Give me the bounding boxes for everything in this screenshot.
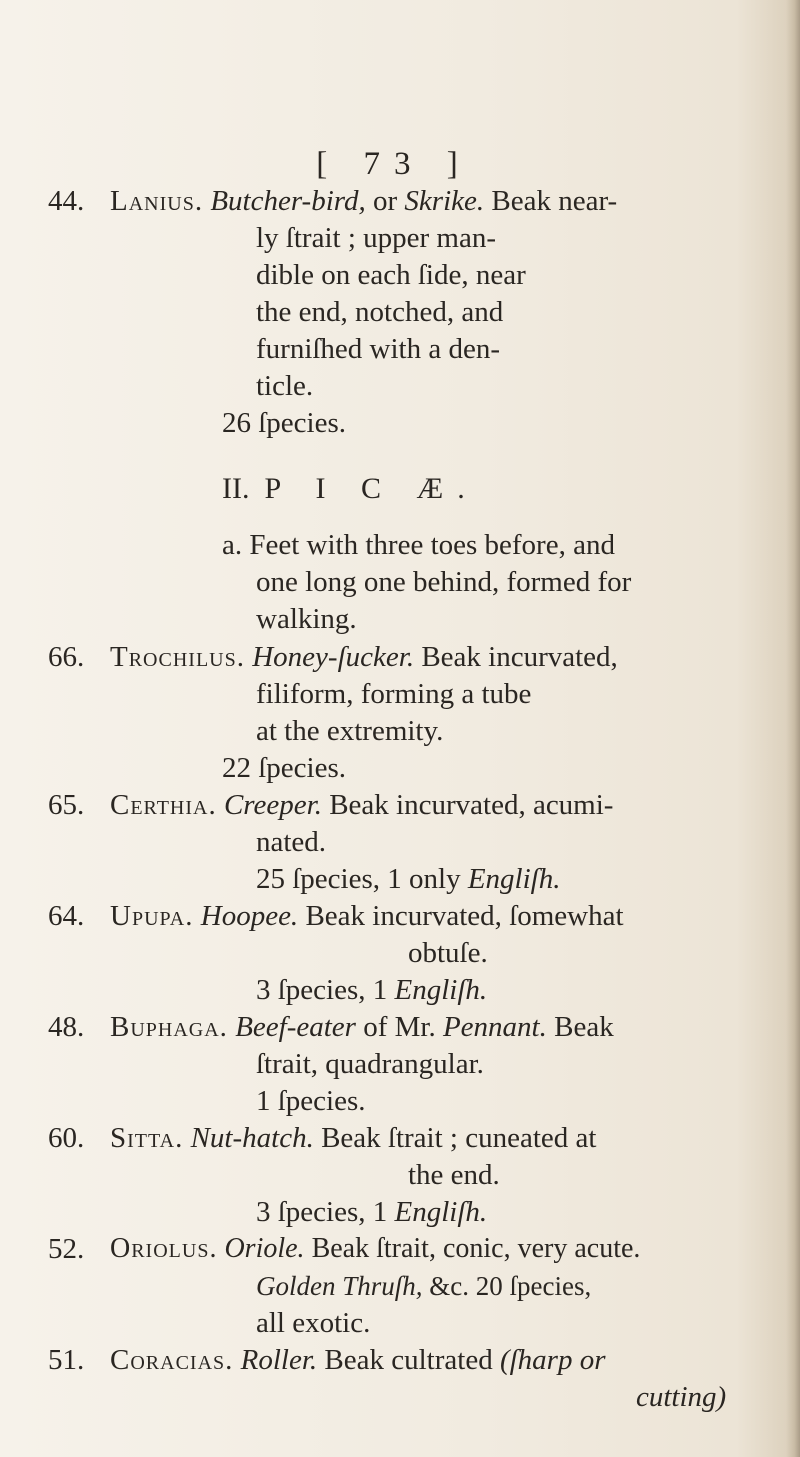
genus-name: Trochilus. bbox=[110, 641, 245, 673]
entry-heading bbox=[110, 1010, 614, 1044]
common-name: Creeper. bbox=[223, 789, 322, 821]
species-text: &c. 20 ſpecies, bbox=[429, 1271, 592, 1301]
example-name: Golden Thruſh, bbox=[256, 1271, 423, 1301]
entry-number: 48. bbox=[48, 1011, 85, 1043]
entry-number: 60. bbox=[48, 1122, 85, 1154]
subsection-line: walking. bbox=[256, 603, 357, 635]
species-text: 3 ſpecies, 1 bbox=[256, 1196, 388, 1228]
description-line: the end. bbox=[408, 1159, 500, 1191]
description-paren: (ſharp or bbox=[499, 1344, 606, 1376]
section-heading bbox=[222, 472, 479, 506]
subsection-line: one long one behind, formed for bbox=[256, 566, 632, 598]
species-english: Engliſh. bbox=[467, 863, 561, 895]
entry-heading bbox=[110, 899, 624, 933]
description-line: nated. bbox=[256, 826, 327, 858]
description-line: ſtrait, quadrangular. bbox=[256, 1048, 484, 1080]
entry-heading bbox=[110, 1343, 606, 1377]
entry-heading bbox=[110, 640, 618, 674]
description-line: dible on each ſide, near bbox=[256, 259, 526, 291]
description: Beak ſtrait ; cuneated at bbox=[321, 1122, 597, 1154]
section-name: P I C Æ. bbox=[264, 472, 479, 505]
species-count bbox=[256, 1195, 487, 1229]
genus-name: Certhia. bbox=[110, 789, 217, 821]
entry-number: 44. bbox=[48, 185, 85, 217]
common-name: Roller. bbox=[240, 1344, 318, 1376]
species-english: Engliſh. bbox=[394, 974, 488, 1006]
entry-number: 66. bbox=[48, 641, 85, 673]
common-name: Beef-eater bbox=[235, 1011, 356, 1043]
description-line: all exotic. bbox=[256, 1307, 371, 1339]
common-name: Hoopee. bbox=[200, 900, 299, 932]
description: Beak incurvated, bbox=[421, 641, 618, 673]
species-text: 25 ſpecies, 1 only bbox=[256, 863, 461, 895]
entry-number: 64. bbox=[48, 900, 85, 932]
species-count: 26 ſpecies. bbox=[222, 407, 347, 439]
common-name: Nut-hatch. bbox=[190, 1122, 314, 1154]
common-name-alt: Skrike. bbox=[404, 185, 485, 217]
genus-name: Coracias. bbox=[110, 1344, 234, 1376]
page-edge-shadow bbox=[786, 0, 800, 1457]
entry-heading bbox=[110, 1232, 640, 1266]
genus-name: Upupa. bbox=[110, 900, 194, 932]
species-count bbox=[256, 973, 487, 1007]
genus-name: Buphaga. bbox=[110, 1011, 228, 1043]
description-line: obtuſe. bbox=[408, 937, 488, 969]
genus-name: Oriolus. bbox=[110, 1233, 218, 1264]
genus-name: Sitta. bbox=[110, 1122, 184, 1154]
connector: or bbox=[372, 185, 398, 217]
subsection-text: Feet with three toes before, and bbox=[249, 529, 615, 561]
description-line: ly ſtrait ; upper man- bbox=[256, 222, 496, 254]
entry-heading bbox=[110, 1121, 596, 1155]
description: Beak ſtrait, conic, very acute. bbox=[311, 1233, 641, 1264]
description-line bbox=[256, 1269, 591, 1303]
description: Beak incurvated, ſomewhat bbox=[305, 900, 624, 932]
species-count: 22 ſpecies. bbox=[222, 752, 347, 784]
description-line: filiform, forming a tube bbox=[256, 678, 532, 710]
genus-name: Lanius. bbox=[110, 185, 204, 217]
common-name: Butcher-bird, bbox=[210, 185, 366, 217]
description-line: furniſhed with a den- bbox=[256, 333, 501, 365]
authority: Pennant. bbox=[442, 1011, 547, 1043]
common-name: Honey-ſucker. bbox=[252, 641, 415, 673]
entry-number: 51. bbox=[48, 1344, 85, 1376]
entry-heading bbox=[110, 184, 617, 218]
species-count: 1 ſpecies. bbox=[256, 1085, 366, 1117]
section-numeral: II. bbox=[222, 472, 250, 505]
species-text: 3 ſpecies, 1 bbox=[256, 974, 388, 1006]
entry-heading bbox=[110, 788, 613, 822]
description: Beak bbox=[554, 1011, 614, 1043]
subsection-label: a. bbox=[222, 529, 243, 561]
description: Beak incurvated, acumi- bbox=[329, 789, 614, 821]
description-line: at the extremity. bbox=[256, 715, 444, 747]
entry-number: 52. bbox=[48, 1233, 85, 1265]
species-count bbox=[256, 862, 560, 896]
species-english: Engliſh. bbox=[394, 1196, 488, 1228]
entry-number: 65. bbox=[48, 789, 85, 821]
subsection bbox=[222, 528, 615, 562]
description-line: ticle. bbox=[256, 370, 314, 402]
description-line: the end, notched, and bbox=[256, 296, 504, 328]
description: Beak near- bbox=[491, 185, 618, 217]
description-paren-end: cutting) bbox=[636, 1381, 727, 1413]
common-name: Oriole. bbox=[224, 1233, 305, 1264]
description: Beak cultrated bbox=[324, 1344, 493, 1376]
description-line bbox=[636, 1380, 726, 1414]
page-number: [ 73 ] bbox=[316, 146, 472, 182]
connector: of Mr. bbox=[363, 1011, 436, 1043]
